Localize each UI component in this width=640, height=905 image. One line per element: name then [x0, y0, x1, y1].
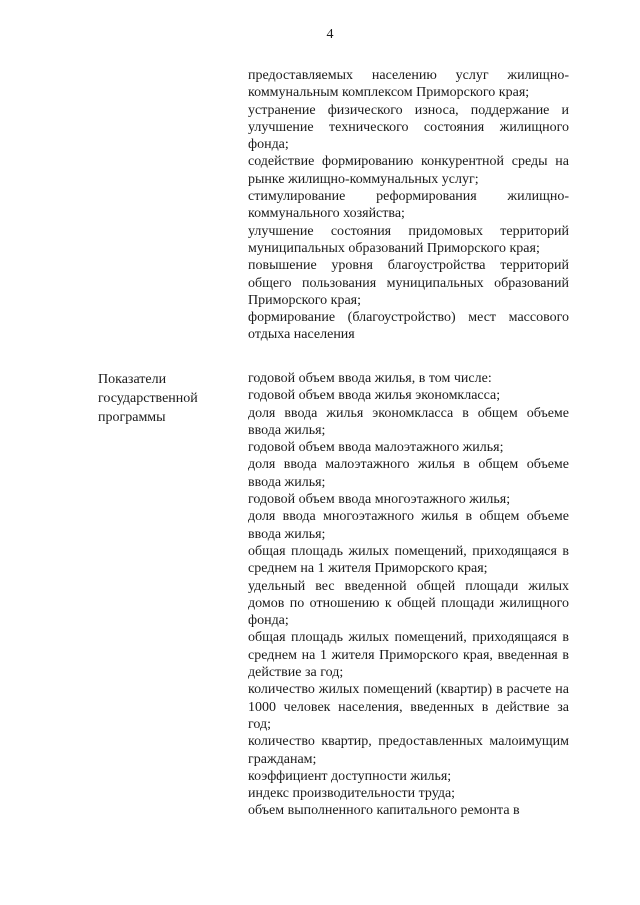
- indicators-item: доля ввода многоэтажного жилья в общем объеме ввода жилья;: [248, 509, 569, 542]
- goals-item: повышение уровня благоустройства территорий общего пользования муниципальных образований Приморского края;: [248, 258, 569, 308]
- goals-item: улучшение состояния придомовых территорий муниципальных образований Приморского края;: [248, 223, 569, 256]
- goals-item: стимулирование реформирования жилищно-коммунального хозяйства;: [248, 189, 569, 222]
- indicators-item: доля ввода малоэтажного жилья в общем объеме ввода жилья;: [248, 457, 569, 490]
- indicators-item: общая площадь жилых помещений, приходящаяся в среднем на 1 жителя Приморского края, введенная в действие за год;: [248, 630, 569, 681]
- indicators-item: индекс производительности труда;: [248, 786, 456, 802]
- goals-list: [248, 67, 569, 344]
- goals-item: содействие формированию конкурентной среды на рынке жилищно-коммунальных услуг;: [248, 154, 569, 187]
- indicators-item: годовой объем ввода жилья, в том числе:: [248, 371, 492, 386]
- indicators-item: коэффициент доступности жилья;: [248, 768, 452, 784]
- indicators-item: объем выполненного капитального ремонта в: [248, 803, 520, 819]
- indicators-item: количество жилых помещений (квартир) в расчете на 1000 человек населения, введенных в действие за год;: [248, 682, 569, 732]
- indicators-item: общая площадь жилых помещений, приходящаяся в среднем на 1 жителя Приморского края;: [248, 543, 569, 577]
- goals-item: предоставляемых населению услуг жилищно-коммунальным комплексом Приморского края;: [248, 68, 569, 101]
- indicators-item: количество квартир, предоставленных малоимущим гражданам;: [248, 734, 569, 767]
- indicators-item: годовой объем ввода многоэтажного жилья;: [248, 492, 511, 508]
- indicators-item: удельный вес введенной общей площади жилых домов по отношению к общей площади жилищного фонда;: [248, 578, 569, 629]
- indicators-item: годовой объем ввода жилья экономкласса;: [248, 388, 501, 404]
- goals-item: устранение физического износа, поддержание и улучшение технического состояния жилищного фонда;: [248, 102, 569, 153]
- goals-item: формирование (благоустройство) мест массового отдыха населения: [248, 310, 569, 343]
- indicators-label: Показатели государственной программы: [98, 372, 198, 425]
- indicators-item: доля ввода жилья экономкласса в общем объеме ввода жилья;: [248, 405, 569, 438]
- page-number: 4: [326, 27, 334, 42]
- indicators-list: [248, 370, 569, 820]
- indicators-item: годовой объем ввода малоэтажного жилья;: [248, 440, 504, 456]
